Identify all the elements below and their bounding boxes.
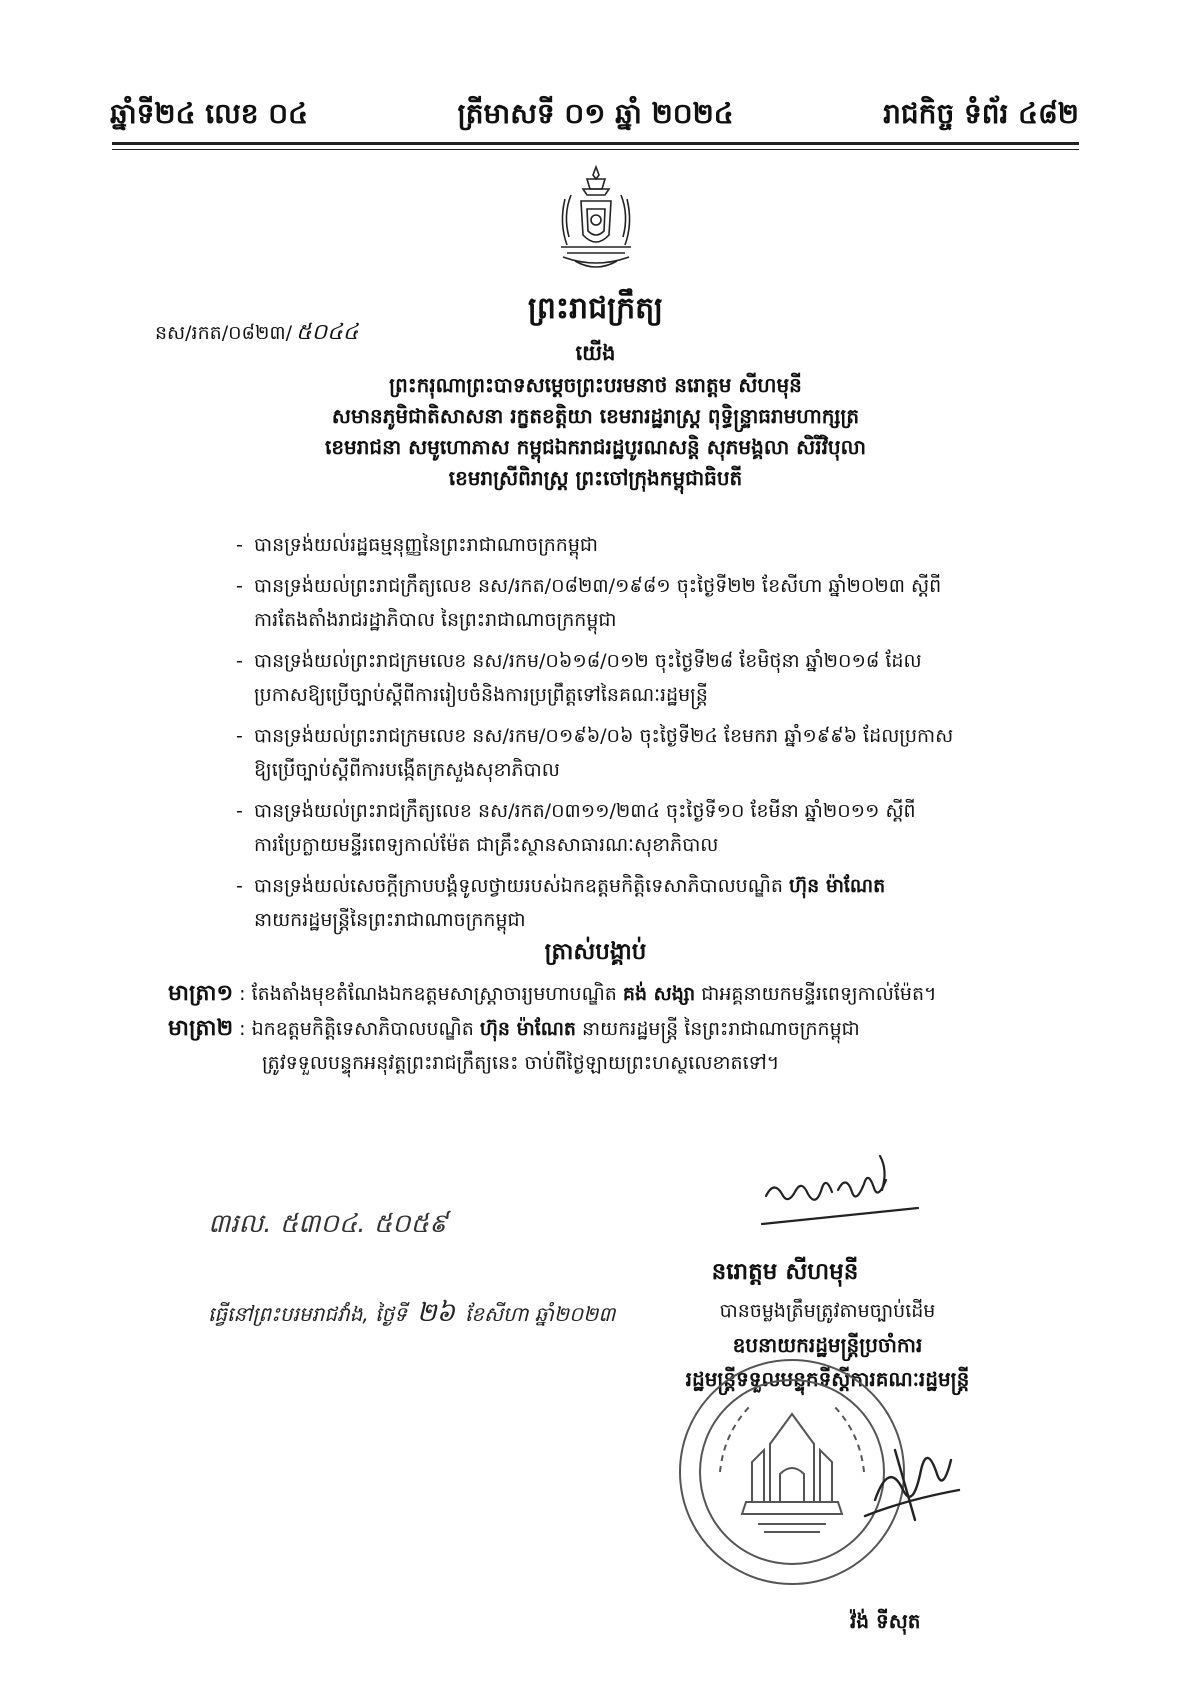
place-and-date xyxy=(208,1296,615,1334)
king-signature xyxy=(760,1150,920,1230)
gazette-header xyxy=(110,94,1079,138)
handwritten-date: ៣រល. ៥៣០៤. ៥០៥៩ xyxy=(208,1209,448,1239)
visa-item xyxy=(236,869,1001,937)
decree-heading: ត្រាស់បង្គាប់ xyxy=(544,939,647,965)
certify-line: បានចម្លងត្រឹមត្រូវតាមច្បាប់ដើម xyxy=(719,1300,936,1322)
king-title-line: ខេមរាស្រីពិរាស្ត្រ ព្រះចៅក្រុងកម្ពុជាធិបតី xyxy=(448,466,743,490)
gazette-date: ត្រីមាសទី ០១ ឆ្នាំ ២០២៤ xyxy=(457,96,734,130)
article-text: : តែងតាំងមុខតំណែងឯកឧត្ដមសាស្ត្រាចារ្យមហាបណ្ឌិត xyxy=(239,983,617,1005)
place-month-year: ខែសីហា ឆ្នាំ២០២៣ xyxy=(464,1302,616,1326)
dash-bullet: - xyxy=(236,875,243,897)
dash-bullet: - xyxy=(236,534,243,556)
king-title-line: ព្រះករុណាព្រះបាទសម្ដេចព្រះបរមនាថ នរោត្តម សីហមុនី xyxy=(389,373,802,397)
visa-line: ការប្រែក្លាយមន្ទីរពេទ្យកាល់ម៉ែត ជាគ្រឹះស្ថានសាធារណៈសុខាភិបាល xyxy=(254,834,719,856)
official-name: វ៉ង់ ទីសុត xyxy=(850,1609,921,1633)
visa-line: ការតែងតាំងរាជរដ្ឋាភិបាល នៃព្រះរាជាណាចក្រកម្ពុជា xyxy=(254,609,617,631)
visa-item xyxy=(236,569,1001,637)
dash-bullet: - xyxy=(236,575,243,597)
visa-line: បានទ្រង់យល់ព្រះរាជក្រឹត្យលេខ នស/រកត/០៨២៣/១៩៨១ ចុះថ្ងៃទី២២ ខែសីហា ឆ្នាំ២០២៣ ស្ដីពី xyxy=(254,575,942,597)
article-2 xyxy=(168,1012,1041,1080)
article-1 xyxy=(168,977,1041,1011)
place-prefix: ធ្វើនៅព្រះបរមរាជវាំង, ថ្ងៃទី xyxy=(208,1302,407,1326)
minister-title: រដ្ឋមន្ត្រីទទួលបន្ទុកទីស្តីការគណៈរដ្ឋមន្ត្រី xyxy=(685,1367,970,1391)
visa-line: បានទ្រង់យល់ព្រះរាជក្រមលេខ នស/រកម/០១៩៦/០៦ ចុះថ្ងៃទី២៤ ខែមករា ឆ្នាំ១៩៩៦ ដែលប្រកាស xyxy=(254,725,954,747)
header-rule-thick xyxy=(112,142,1079,145)
visa-line-text: បានទ្រង់យល់សេចក្ដីក្រាបបង្គំទូលថ្វាយរបស់ឯកឧត្ដមកិត្តិទេសាភិបាលបណ្ឌិត xyxy=(254,875,783,897)
visa-line: បានទ្រង់យល់ព្រះរាជក្រឹត្យលេខ នស/រកត/០៣១១/២៣៤ ចុះថ្ងៃទី១០ ខែមីនា ឆ្នាំ២០១១ ស្ដីពី xyxy=(254,800,916,822)
article-text: នាយករដ្ឋមន្ត្រី នៃព្រះរាជាណាចក្រកម្ពុជា xyxy=(582,1018,860,1040)
article-text: ជាអគ្គនាយកមន្ទីរពេទ្យកាល់ម៉ែត។ xyxy=(701,983,937,1005)
visa-line: បានទ្រង់យល់រដ្ឋធម្មនុញ្ញនៃព្រះរាជាណាចក្រកម្ពុជា xyxy=(254,534,599,556)
appointee-name: គង់ សង្សា xyxy=(622,983,696,1005)
article-label: មាត្រា២ xyxy=(168,1016,234,1041)
gazette-page-number: រាជកិច្ច ទំព័រ ៤៨២ xyxy=(883,96,1079,130)
header-rule-thin xyxy=(112,149,1079,150)
visa-line: បានទ្រង់យល់ព្រះរាជក្រមលេខ នស/រកម/០៦១៨/០១២ ចុះថ្ងៃទី២៨ ខែមិថុនា ឆ្នាំ២០១៨ ដែល xyxy=(254,650,922,672)
royal-emblem-icon xyxy=(553,165,639,275)
visa-line: នាយករដ្ឋមន្ត្រីនៃព្រះរាជាណាចក្រកម្ពុជា xyxy=(254,909,526,931)
visa-item xyxy=(236,719,1001,787)
visa-line xyxy=(254,869,1001,903)
visa-item xyxy=(236,794,1001,862)
article-continuation: ត្រូវទទួលបន្ទុកអនុវត្តព្រះរាជក្រឹត្យនេះ ចាប់ពីថ្ងៃឡាយព្រះហស្ថលេខាតទៅ។ xyxy=(262,1052,780,1074)
gazette-issue: ឆ្នាំទី២៤ លេខ ០៤ xyxy=(110,96,308,130)
deputy-pm-title: ឧបនាយករដ្ឋមន្ត្រីប្រចាំការ xyxy=(732,1333,923,1357)
dash-bullet: - xyxy=(236,725,243,747)
visa-line: ប្រកាសឱ្យប្រើច្បាប់ស្ដីពីការរៀបចំនិងការប្រព្រឹត្តទៅនៃគណៈរដ្ឋមន្ត្រី xyxy=(254,684,708,706)
visa-item xyxy=(236,528,1001,562)
visa-line: ឱ្យប្រើច្បាប់ស្ដីពីការបង្កើតក្រសួងសុខាភិបាល xyxy=(254,759,560,781)
article-text: : ឯកឧត្ដមកិត្តិទេសាភិបាលបណ្ឌិត xyxy=(239,1018,474,1040)
we-heading: យើង xyxy=(575,341,616,365)
dash-bullet: - xyxy=(236,650,243,672)
minister-signature xyxy=(855,1430,965,1530)
dash-bullet: - xyxy=(236,800,243,822)
visa-item xyxy=(236,644,1001,712)
visa-list xyxy=(236,528,1001,944)
article-label: មាត្រា១ xyxy=(168,981,234,1006)
king-title-line: ខេមរាជនា សមូហោភាស កម្ពុជឯករាជរដ្ឋបូរណសន្តិ សុភមង្គលា សិរីវិបុលា xyxy=(324,435,867,459)
document-type-title: ព្រះរាជក្រឹត្យ xyxy=(527,291,664,326)
prime-minister-name: ហ៊ុន ម៉ាណែត xyxy=(479,1018,576,1040)
reference-printed: នស/រកត/០៨២៣/ xyxy=(155,322,293,344)
king-titles xyxy=(190,370,1001,494)
signer-name: នរោត្តម សីហមុនី xyxy=(711,1259,859,1285)
prime-minister-name: ហ៊ុន ម៉ាណែត xyxy=(789,875,886,897)
king-title-line: សមានភូមិជាតិសាសនា រក្ខតខត្តិយា ខេមរារដ្ឋរាស្ត្រ ពុទ្ធិន្ទ្រាធរាមហាក្សត្រ xyxy=(331,404,860,428)
reference-handwritten: ៥០៤៤ xyxy=(296,320,359,345)
place-day: ២៦ xyxy=(416,1298,455,1328)
